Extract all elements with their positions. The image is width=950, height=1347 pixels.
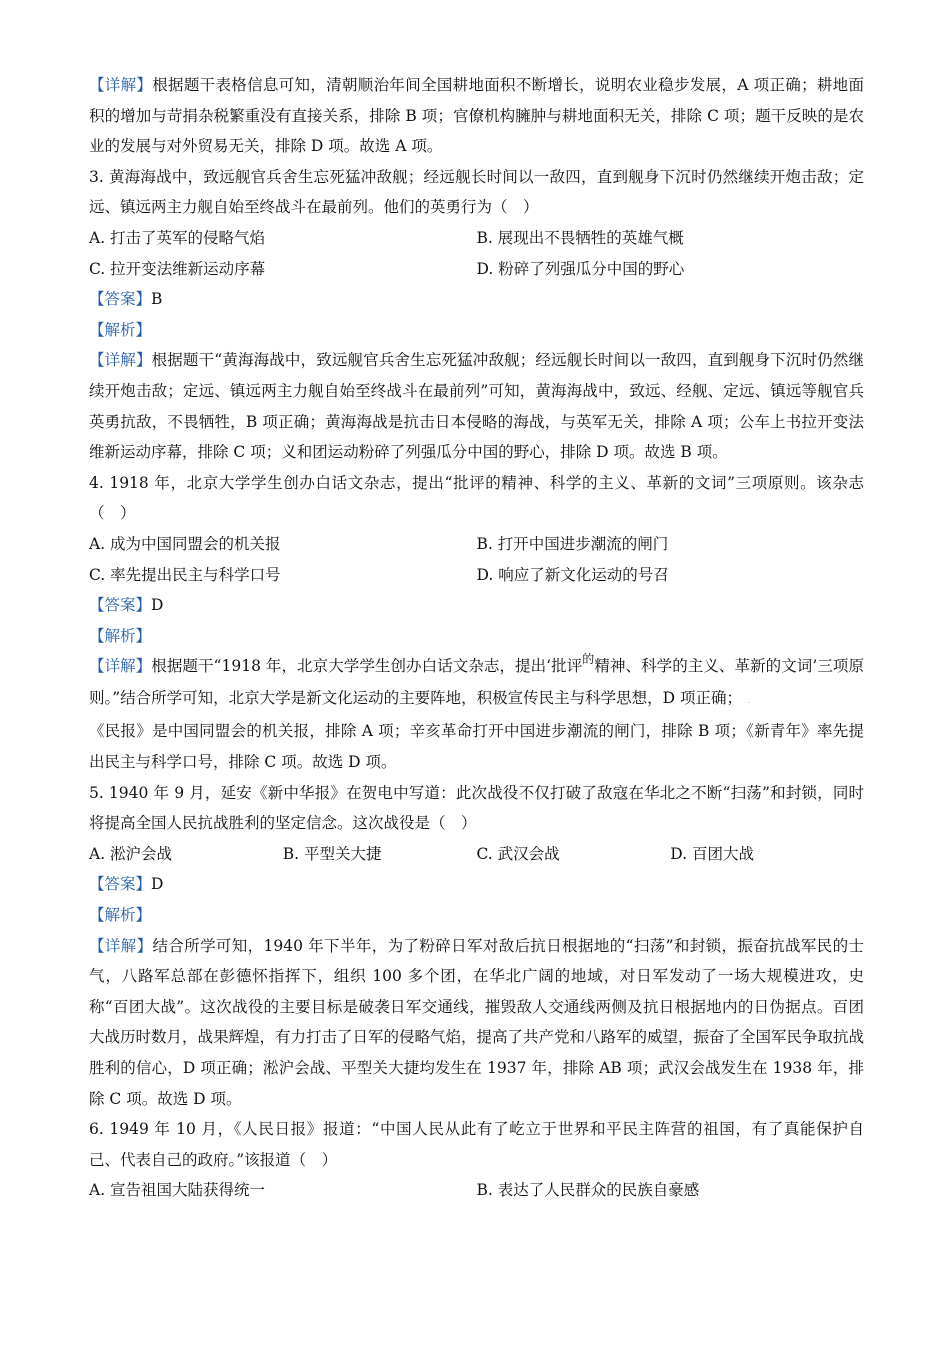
option-a: A. 淞沪会战 (89, 844, 173, 863)
q6-options (89, 1175, 864, 1206)
q3-answer: 【答案】B (89, 290, 163, 309)
option-c: C. 率先提出民主与科学口号 (89, 565, 281, 584)
q3-options-row2 (89, 254, 864, 285)
option-d: D. 粉碎了列强瓜分中国的野心 (476, 259, 685, 278)
stray-dot: . (746, 694, 751, 706)
q4-stem: 4. 1918 年，北京大学学生创办白话文杂志，提出“批评的精神、科学的主义、革新的文词”三项原则。该杂志（ ） (89, 473, 864, 523)
q6-stem: 6. 1949 年 10 月，《人民日报》报道：“中国人民从此有了屹立于世界和平民主阵营的祖国，有了真能保护自己、代表自己的政府。”该报道（ ） (89, 1120, 864, 1169)
q4-detail-cont: 《民报》是中国同盟会的机关报，排除 A 项；辛亥革命打开中国进步潮流的闸门，排除 B 项；《新青年》率先提出民主与科学口号，排除 C 项。故选 D 项。 (89, 722, 864, 772)
q3-analysis-tag: 【解析】 (89, 320, 152, 339)
option-b: B. 平型关大捷 (282, 844, 382, 863)
option-d: D. 百团大战 (670, 844, 754, 863)
q5-answer: 【答案】D (89, 875, 164, 894)
option-b: B. 表达了人民群众的民族自豪感 (476, 1181, 700, 1200)
q4-options-row2 (89, 560, 864, 591)
option-a: A. 宣告祖国大陆获得统一 (89, 1181, 266, 1200)
q4-answer: 【答案】D (89, 596, 164, 615)
option-a: A. 成为中国同盟会的机关报 (89, 534, 281, 553)
q2-detail: 【详解】根据题干表格信息可知，清朝顺治年间全国耕地面积不断增长，说明农业稳步发展，A 项正确；耕地面积的增加与苛捐杂税繁重没有直接关系，排除 B 项；官僚机构臃肿与耕地面积无关，排除 C 项；题干反映的是农业的发展与对外贸易无关，排除 D 项。故选 A 项。 (89, 76, 864, 156)
detail-tag: 【详解】 (89, 76, 153, 94)
document-page (89, 70, 864, 1206)
q4-detail: 【详解】根据题干“1918 年，北京大学学生创办白话文杂志，提出‘批评$^的$精神、科学的主义、革新的文词’三项原则。”结合所学可知，北京大学是新文化运动的主要阵地，积极宣传民主与科学思想，D 项正确； . (89, 652, 864, 707)
option-b: B. 展现出不畏牺牲的英雄气概 (476, 228, 684, 247)
option-c: C. 拉开变法维新运动序幕 (89, 259, 266, 278)
q3-detail: 【详解】根据题干“黄海海战中，致远舰官兵舍生忘死猛冲敌舰；经远舰长时间以一敌四，直到舰身下沉时仍然继续开炮击敌；定远、镇远两主力舰自始至终战斗在最前列”可知，黄海海战中，致远、经舰、定远、镇远等舰官兵英勇抗敌，不畏牺牲，B 项正确；黄海海战是抗击日本侵略的海战，与英军无关，排除 A 项；公车上书拉开变法维新运动序幕，排除 C 项；义和团运动粉碎了列强瓜分中国的野心，排除 D 项。故选 B 项。 (89, 351, 864, 462)
q5-analysis-tag: 【解析】 (89, 906, 152, 925)
option-a: A. 打击了英军的侵略气焰 (89, 228, 266, 247)
q3-options (89, 223, 864, 254)
q5-detail: 【详解】结合所学可知，1940 年下半年，为了粉碎日军对敌后抗日根据地的“扫荡”和封锁，振奋抗战军民的士气，八路军总部在彭德怀指挥下，组织 100 多个团，在华北广阔的地域，对日军发动了一场大规模进攻，史称“百团大战”。这次战役的主要目标是破袭日军交通线，摧毁敌人交通线两侧及抗日根据地内的日伪据点。百团大战历时数月，战果辉煌，有力打击了日军的侵略气焰，提高了共产党和八路军的威望，振奋了全国军民争取抗战胜利的信心，D 项正确；淞沪会战、平型关大捷均发生在 1937 年，排除 AB 项；武汉会战发生在 1938 年，排除 C 项。故选 D 项。 (89, 936, 865, 1108)
option-c: C. 武汉会战 (476, 844, 560, 863)
q4-options (89, 529, 864, 560)
q3-stem: 3. 黄海海战中，致远舰官兵舍生忘死猛冲敌舰；经远舰长时间以一敌四，直到舰身下沉时仍然继续开炮击敌；定远、镇远两主力舰自始至终战斗在最前列。他们的英勇行为（ ） (89, 167, 864, 217)
q5-options (89, 839, 864, 870)
q5-stem: 5. 1940 年 9 月，延安《新中华报》在贺电中写道：此次战役不仅打破了敌寇在华北之不断“扫荡”和封锁，同时将提高全国人民抗战胜利的坚定信念。这次战役是（ ） (89, 783, 864, 833)
option-b: B. 打开中国进步潮流的闸门 (476, 534, 669, 553)
q4-analysis-tag: 【解析】 (89, 626, 152, 645)
option-d: D. 响应了新文化运动的号召 (476, 565, 669, 584)
